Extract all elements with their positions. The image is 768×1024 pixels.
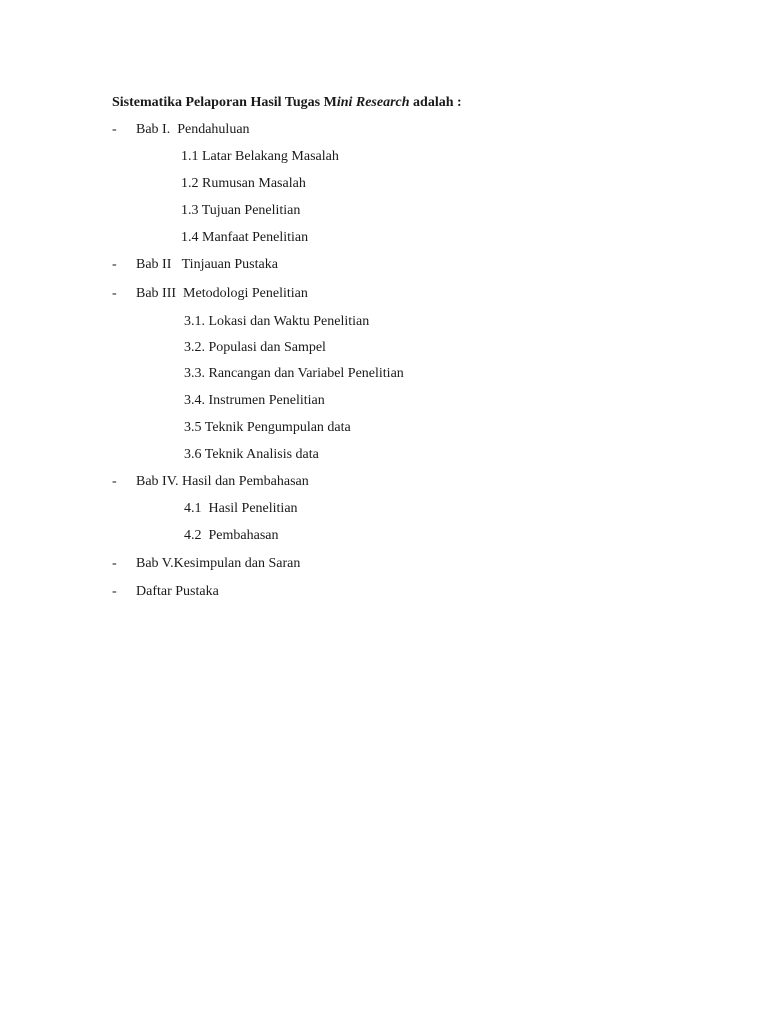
- subsection-item: 3.5 Teknik Pengumpulan data: [184, 420, 351, 435]
- subsection-item: 4.2 Pembahasan: [184, 528, 279, 543]
- chapter-4-heading: Bab IV. Hasil dan Pembahasan: [136, 474, 309, 489]
- document-title: [112, 94, 462, 112]
- subsection-item: 1.1 Latar Belakang Masalah: [181, 149, 339, 164]
- title-text-end: adalah :: [409, 95, 462, 110]
- subsection-item: 1.3 Tujuan Penelitian: [181, 203, 301, 218]
- bibliography-heading: Daftar Pustaka: [136, 584, 219, 599]
- bullet-dash: -: [112, 286, 117, 301]
- subsection-item: 3.3. Rancangan dan Variabel Penelitian: [184, 366, 404, 381]
- title-text-italic: ini Research: [336, 95, 410, 110]
- subsection-item: 1.2 Rumusan Masalah: [181, 176, 306, 191]
- bullet-dash: -: [112, 122, 117, 137]
- bullet-dash: -: [112, 556, 117, 571]
- chapter-5-heading: Bab V.Kesimpulan dan Saran: [136, 556, 301, 571]
- subsection-item: 3.4. Instrumen Penelitian: [184, 393, 325, 408]
- bullet-dash: -: [112, 584, 117, 599]
- bullet-dash: -: [112, 474, 117, 489]
- subsection-item: 3.1. Lokasi dan Waktu Penelitian: [184, 314, 370, 329]
- subsection-item: 3.6 Teknik Analisis data: [184, 447, 319, 462]
- subsection-item: 1.4 Manfaat Penelitian: [181, 230, 309, 245]
- chapter-1-heading: Bab I. Pendahuluan: [136, 122, 250, 137]
- subsection-item: 4.1 Hasil Penelitian: [184, 501, 298, 516]
- subsection-item: 3.2. Populasi dan Sampel: [184, 340, 326, 355]
- chapter-2-heading: Bab II Tinjauan Pustaka: [136, 257, 278, 272]
- chapter-3-heading: Bab III Metodologi Penelitian: [136, 286, 308, 301]
- bullet-dash: -: [112, 257, 117, 272]
- title-text-start: Sistematika Pelaporan Hasil Tugas M: [112, 95, 337, 110]
